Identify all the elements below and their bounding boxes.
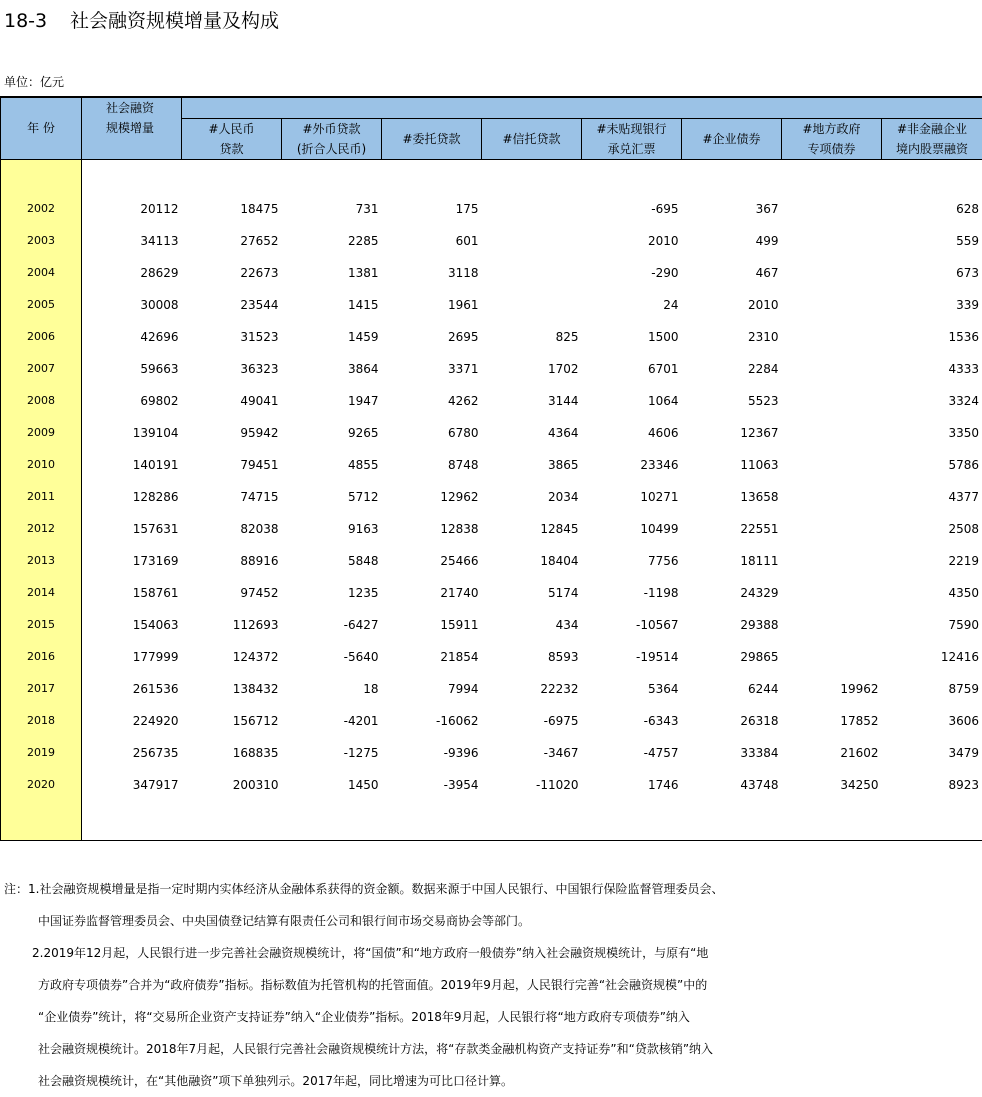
year-cell: 2012 xyxy=(1,513,82,545)
table-row xyxy=(1,769,982,801)
equity-financing-cell: 8759 xyxy=(882,673,982,705)
header-corporate-bonds: #企业债券 xyxy=(682,118,782,159)
note-line: 2.2019年12月起，人民银行进一步完善社会融资规模统计，将“国债”和“地方政府一般债券”纳入社会融资规模统计，与原有“地 xyxy=(4,937,723,969)
fx-loan-cell: -1275 xyxy=(282,737,382,769)
fx-loan-cell: 1450 xyxy=(282,769,382,801)
corporate-bond-cell: 2284 xyxy=(682,353,782,385)
total-cell: 173169 xyxy=(82,545,182,577)
total-cell: 224920 xyxy=(82,705,182,737)
local-gov-bond-cell xyxy=(782,193,882,225)
fx-loan-cell: -6427 xyxy=(282,609,382,641)
rmb-loan-cell: 88916 xyxy=(182,545,282,577)
table-row xyxy=(1,737,982,769)
entrusted-loan-cell: -9396 xyxy=(382,737,482,769)
entrusted-loan-cell: 12962 xyxy=(382,481,482,513)
entrusted-loan-cell: 25466 xyxy=(382,545,482,577)
header-equity-line2: 境内股票融资 xyxy=(882,139,982,159)
trust-loan-cell: -11020 xyxy=(482,769,582,801)
table-row xyxy=(1,673,982,705)
header-total-line1: 社会融资 xyxy=(82,97,182,118)
table-row xyxy=(1,513,982,545)
table-row xyxy=(1,193,982,225)
trust-loan-cell: 8593 xyxy=(482,641,582,673)
header-local-gov-bonds xyxy=(782,118,882,159)
trust-loan-cell: 5174 xyxy=(482,577,582,609)
fx-loan-cell: 1235 xyxy=(282,577,382,609)
table-row xyxy=(1,577,982,609)
header-fx-loans xyxy=(282,118,382,159)
bank-acceptance-cell: -1198 xyxy=(582,577,682,609)
corporate-bond-cell: 29388 xyxy=(682,609,782,641)
table-number: 18-3 xyxy=(4,10,70,32)
bank-acceptance-cell: 10271 xyxy=(582,481,682,513)
rmb-loan-cell: 168835 xyxy=(182,737,282,769)
fx-loan-cell: 1381 xyxy=(282,257,382,289)
entrusted-loan-cell: 12838 xyxy=(382,513,482,545)
equity-financing-cell: 2219 xyxy=(882,545,982,577)
total-cell: 261536 xyxy=(82,673,182,705)
trust-loan-cell xyxy=(482,225,582,257)
entrusted-loan-cell: -3954 xyxy=(382,769,482,801)
table-tail-row xyxy=(1,801,982,841)
header-total-line2: 规模增量 xyxy=(82,118,182,159)
year-cell: 2015 xyxy=(1,609,82,641)
total-cell: 154063 xyxy=(82,609,182,641)
table-row xyxy=(1,545,982,577)
header-entrusted-loans: #委托贷款 xyxy=(382,118,482,159)
rmb-loan-cell: 79451 xyxy=(182,449,282,481)
entrusted-loan-cell: 3118 xyxy=(382,257,482,289)
header-year: 年 份 xyxy=(1,97,82,159)
corporate-bond-cell: 18111 xyxy=(682,545,782,577)
entrusted-loan-cell: 1961 xyxy=(382,289,482,321)
total-cell: 347917 xyxy=(82,769,182,801)
header-local-line1: #地方政府 xyxy=(782,119,881,139)
trust-loan-cell: 12845 xyxy=(482,513,582,545)
header-rmb-line2: 贷款 xyxy=(182,139,281,159)
bank-acceptance-cell: 1064 xyxy=(582,385,682,417)
trust-loan-cell: 22232 xyxy=(482,673,582,705)
rmb-loan-cell: 82038 xyxy=(182,513,282,545)
total-cell: 157631 xyxy=(82,513,182,545)
local-gov-bond-cell xyxy=(782,225,882,257)
local-gov-bond-cell xyxy=(782,417,882,449)
rmb-loan-cell: 23544 xyxy=(182,289,282,321)
total-cell: 28629 xyxy=(82,257,182,289)
bank-acceptance-cell: 23346 xyxy=(582,449,682,481)
rmb-loan-cell: 27652 xyxy=(182,225,282,257)
header-rmb-line1: #人民币 xyxy=(182,119,281,139)
equity-financing-cell: 8923 xyxy=(882,769,982,801)
rmb-loan-cell: 95942 xyxy=(182,417,282,449)
header-trust-loans: #信托贷款 xyxy=(482,118,582,159)
rmb-loan-cell: 31523 xyxy=(182,321,282,353)
bank-acceptance-cell: -4757 xyxy=(582,737,682,769)
local-gov-bond-cell xyxy=(782,545,882,577)
bank-acceptance-cell: -10567 xyxy=(582,609,682,641)
corporate-bond-cell: 33384 xyxy=(682,737,782,769)
entrusted-loan-cell: 21854 xyxy=(382,641,482,673)
fx-loan-cell: -5640 xyxy=(282,641,382,673)
year-cell: 2013 xyxy=(1,545,82,577)
corporate-bond-cell: 2310 xyxy=(682,321,782,353)
corporate-bond-cell: 467 xyxy=(682,257,782,289)
bank-acceptance-cell: -19514 xyxy=(582,641,682,673)
corporate-bond-cell: 12367 xyxy=(682,417,782,449)
corporate-bond-cell: 2010 xyxy=(682,289,782,321)
year-cell: 2017 xyxy=(1,673,82,705)
year-cell: 2007 xyxy=(1,353,82,385)
year-cell: 2003 xyxy=(1,225,82,257)
equity-financing-cell: 4377 xyxy=(882,481,982,513)
local-gov-bond-cell xyxy=(782,321,882,353)
corporate-bond-cell: 24329 xyxy=(682,577,782,609)
bank-acceptance-cell: 24 xyxy=(582,289,682,321)
fx-loan-cell: 2285 xyxy=(282,225,382,257)
total-cell: 59663 xyxy=(82,353,182,385)
header-fx-line2: (折合人民币) xyxy=(282,139,381,159)
header-bank-line1: #未贴现银行 xyxy=(582,119,681,139)
entrusted-loan-cell: -16062 xyxy=(382,705,482,737)
trust-loan-cell: -6975 xyxy=(482,705,582,737)
bank-acceptance-cell: 2010 xyxy=(582,225,682,257)
rmb-loan-cell: 156712 xyxy=(182,705,282,737)
year-cell: 2018 xyxy=(1,705,82,737)
local-gov-bond-cell xyxy=(782,641,882,673)
rmb-loan-cell: 49041 xyxy=(182,385,282,417)
corporate-bond-cell: 11063 xyxy=(682,449,782,481)
total-cell: 34113 xyxy=(82,225,182,257)
note-line: 方政府专项债券”合并为“政府债券”指标。指标数值为托管机构的托管面值。2019年9月起，人民银行完善“社会融资规模”中的 xyxy=(4,969,723,1001)
table-body xyxy=(1,159,982,840)
fx-loan-cell: 18 xyxy=(282,673,382,705)
header-bank-line2: 承兑汇票 xyxy=(582,139,681,159)
fx-loan-cell: 1415 xyxy=(282,289,382,321)
header-spacer xyxy=(182,97,982,118)
entrusted-loan-cell: 7994 xyxy=(382,673,482,705)
fx-loan-cell: 3864 xyxy=(282,353,382,385)
entrusted-loan-cell: 6780 xyxy=(382,417,482,449)
entrusted-loan-cell: 15911 xyxy=(382,609,482,641)
equity-financing-cell: 5786 xyxy=(882,449,982,481)
bank-acceptance-cell: 5364 xyxy=(582,673,682,705)
trust-loan-cell: 434 xyxy=(482,609,582,641)
fx-loan-cell: 5848 xyxy=(282,545,382,577)
table-row xyxy=(1,321,982,353)
trust-loan-cell: 1702 xyxy=(482,353,582,385)
bank-acceptance-cell: -695 xyxy=(582,193,682,225)
table-row xyxy=(1,417,982,449)
table-row xyxy=(1,481,982,513)
year-cell: 2004 xyxy=(1,257,82,289)
fx-loan-cell: 1459 xyxy=(282,321,382,353)
table-row xyxy=(1,257,982,289)
fx-loan-cell: -4201 xyxy=(282,705,382,737)
rmb-loan-cell: 200310 xyxy=(182,769,282,801)
equity-financing-cell: 673 xyxy=(882,257,982,289)
table-row xyxy=(1,609,982,641)
trust-loan-cell xyxy=(482,193,582,225)
corporate-bond-cell: 367 xyxy=(682,193,782,225)
trust-loan-cell: -3467 xyxy=(482,737,582,769)
rmb-loan-cell: 124372 xyxy=(182,641,282,673)
bank-acceptance-cell: 4606 xyxy=(582,417,682,449)
entrusted-loan-cell: 4262 xyxy=(382,385,482,417)
corporate-bond-cell: 499 xyxy=(682,225,782,257)
fx-loan-cell: 5712 xyxy=(282,481,382,513)
equity-financing-cell: 4350 xyxy=(882,577,982,609)
header-bank-acceptance xyxy=(582,118,682,159)
total-cell: 158761 xyxy=(82,577,182,609)
header-fx-line1: #外币贷款 xyxy=(282,119,381,139)
page-title xyxy=(4,6,279,33)
local-gov-bond-cell xyxy=(782,481,882,513)
trust-loan-cell: 3144 xyxy=(482,385,582,417)
table-row xyxy=(1,225,982,257)
total-cell: 140191 xyxy=(82,449,182,481)
corporate-bond-cell: 29865 xyxy=(682,641,782,673)
local-gov-bond-cell xyxy=(782,577,882,609)
bank-acceptance-cell: 1500 xyxy=(582,321,682,353)
year-cell: 2011 xyxy=(1,481,82,513)
trust-loan-cell: 825 xyxy=(482,321,582,353)
total-cell: 139104 xyxy=(82,417,182,449)
table-row xyxy=(1,641,982,673)
year-cell: 2016 xyxy=(1,641,82,673)
total-cell: 177999 xyxy=(82,641,182,673)
equity-financing-cell: 339 xyxy=(882,289,982,321)
table-spacer-row xyxy=(1,159,982,193)
local-gov-bond-cell: 17852 xyxy=(782,705,882,737)
fx-loan-cell: 4855 xyxy=(282,449,382,481)
equity-financing-cell: 559 xyxy=(882,225,982,257)
note-line: 中国证券监督管理委员会、中央国债登记结算有限责任公司和银行间市场交易商协会等部门。 xyxy=(4,905,723,937)
year-cell: 2005 xyxy=(1,289,82,321)
fx-loan-cell: 731 xyxy=(282,193,382,225)
table-row xyxy=(1,449,982,481)
equity-financing-cell: 3350 xyxy=(882,417,982,449)
rmb-loan-cell: 22673 xyxy=(182,257,282,289)
rmb-loan-cell: 18475 xyxy=(182,193,282,225)
equity-financing-cell: 2508 xyxy=(882,513,982,545)
header-equity-line1: #非金融企业 xyxy=(882,119,982,139)
equity-financing-cell: 3324 xyxy=(882,385,982,417)
equity-financing-cell: 4333 xyxy=(882,353,982,385)
corporate-bond-cell: 22551 xyxy=(682,513,782,545)
equity-financing-cell: 3479 xyxy=(882,737,982,769)
fx-loan-cell: 9265 xyxy=(282,417,382,449)
corporate-bond-cell: 13658 xyxy=(682,481,782,513)
header-equity-financing xyxy=(882,118,982,159)
equity-financing-cell: 7590 xyxy=(882,609,982,641)
trust-loan-cell xyxy=(482,289,582,321)
bank-acceptance-cell: 7756 xyxy=(582,545,682,577)
corporate-bond-cell: 6244 xyxy=(682,673,782,705)
year-cell: 2006 xyxy=(1,321,82,353)
corporate-bond-cell: 26318 xyxy=(682,705,782,737)
bank-acceptance-cell: 6701 xyxy=(582,353,682,385)
trust-loan-cell: 2034 xyxy=(482,481,582,513)
local-gov-bond-cell xyxy=(782,385,882,417)
rmb-loan-cell: 36323 xyxy=(182,353,282,385)
table-row xyxy=(1,385,982,417)
total-cell: 128286 xyxy=(82,481,182,513)
trust-loan-cell: 18404 xyxy=(482,545,582,577)
year-cell: 2010 xyxy=(1,449,82,481)
local-gov-bond-cell xyxy=(782,609,882,641)
entrusted-loan-cell: 2695 xyxy=(382,321,482,353)
table-title: 社会融资规模增量及构成 xyxy=(70,10,279,32)
year-cell: 2019 xyxy=(1,737,82,769)
bank-acceptance-cell: 1746 xyxy=(582,769,682,801)
bank-acceptance-cell: -290 xyxy=(582,257,682,289)
local-gov-bond-cell xyxy=(782,289,882,321)
note-line: 社会融资规模统计，在“其他融资”项下单独列示。2017年起，同比增速为可比口径计算。 xyxy=(4,1065,723,1097)
rmb-loan-cell: 112693 xyxy=(182,609,282,641)
total-cell: 42696 xyxy=(82,321,182,353)
table-row xyxy=(1,289,982,321)
total-cell: 256735 xyxy=(82,737,182,769)
equity-financing-cell: 3606 xyxy=(882,705,982,737)
total-cell: 20112 xyxy=(82,193,182,225)
trust-loan-cell: 4364 xyxy=(482,417,582,449)
bank-acceptance-cell: 10499 xyxy=(582,513,682,545)
year-cell: 2014 xyxy=(1,577,82,609)
trust-loan-cell: 3865 xyxy=(482,449,582,481)
total-cell: 69802 xyxy=(82,385,182,417)
corporate-bond-cell: 5523 xyxy=(682,385,782,417)
rmb-loan-cell: 74715 xyxy=(182,481,282,513)
note-line: 社会融资规模统计。2018年7月起，人民银行完善社会融资规模统计方法，将“存款类金融机构资产支持证券”和“贷款核销”纳入 xyxy=(4,1033,723,1065)
fx-loan-cell: 1947 xyxy=(282,385,382,417)
total-cell: 30008 xyxy=(82,289,182,321)
entrusted-loan-cell: 601 xyxy=(382,225,482,257)
fx-loan-cell: 9163 xyxy=(282,513,382,545)
header-local-line2: 专项债券 xyxy=(782,139,881,159)
entrusted-loan-cell: 175 xyxy=(382,193,482,225)
corporate-bond-cell: 43748 xyxy=(682,769,782,801)
rmb-loan-cell: 138432 xyxy=(182,673,282,705)
bank-acceptance-cell: -6343 xyxy=(582,705,682,737)
trust-loan-cell xyxy=(482,257,582,289)
table-row xyxy=(1,353,982,385)
equity-financing-cell: 12416 xyxy=(882,641,982,673)
local-gov-bond-cell xyxy=(782,449,882,481)
unit-label: 单位：亿元 xyxy=(4,73,64,90)
rmb-loan-cell: 97452 xyxy=(182,577,282,609)
data-table xyxy=(0,96,982,841)
equity-financing-cell: 1536 xyxy=(882,321,982,353)
table-row xyxy=(1,705,982,737)
local-gov-bond-cell: 21602 xyxy=(782,737,882,769)
header-rmb-loans xyxy=(182,118,282,159)
notes xyxy=(4,873,723,1097)
year-cell: 2002 xyxy=(1,193,82,225)
equity-financing-cell: 628 xyxy=(882,193,982,225)
entrusted-loan-cell: 3371 xyxy=(382,353,482,385)
year-cell: 2020 xyxy=(1,769,82,801)
local-gov-bond-cell: 19962 xyxy=(782,673,882,705)
note-line: 注：1.社会融资规模增量是指一定时期内实体经济从金融体系获得的资金额。数据来源于中国人民银行、中国银行保险监督管理委员会、 xyxy=(4,873,723,905)
entrusted-loan-cell: 21740 xyxy=(382,577,482,609)
local-gov-bond-cell xyxy=(782,353,882,385)
entrusted-loan-cell: 8748 xyxy=(382,449,482,481)
local-gov-bond-cell xyxy=(782,257,882,289)
local-gov-bond-cell: 34250 xyxy=(782,769,882,801)
note-line: “企业债券”统计，将“交易所企业资产支持证券”纳入“企业债券”指标。2018年9月起，人民银行将“地方政府专项债券”纳入 xyxy=(4,1001,723,1033)
year-cell: 2009 xyxy=(1,417,82,449)
year-cell: 2008 xyxy=(1,385,82,417)
local-gov-bond-cell xyxy=(782,513,882,545)
